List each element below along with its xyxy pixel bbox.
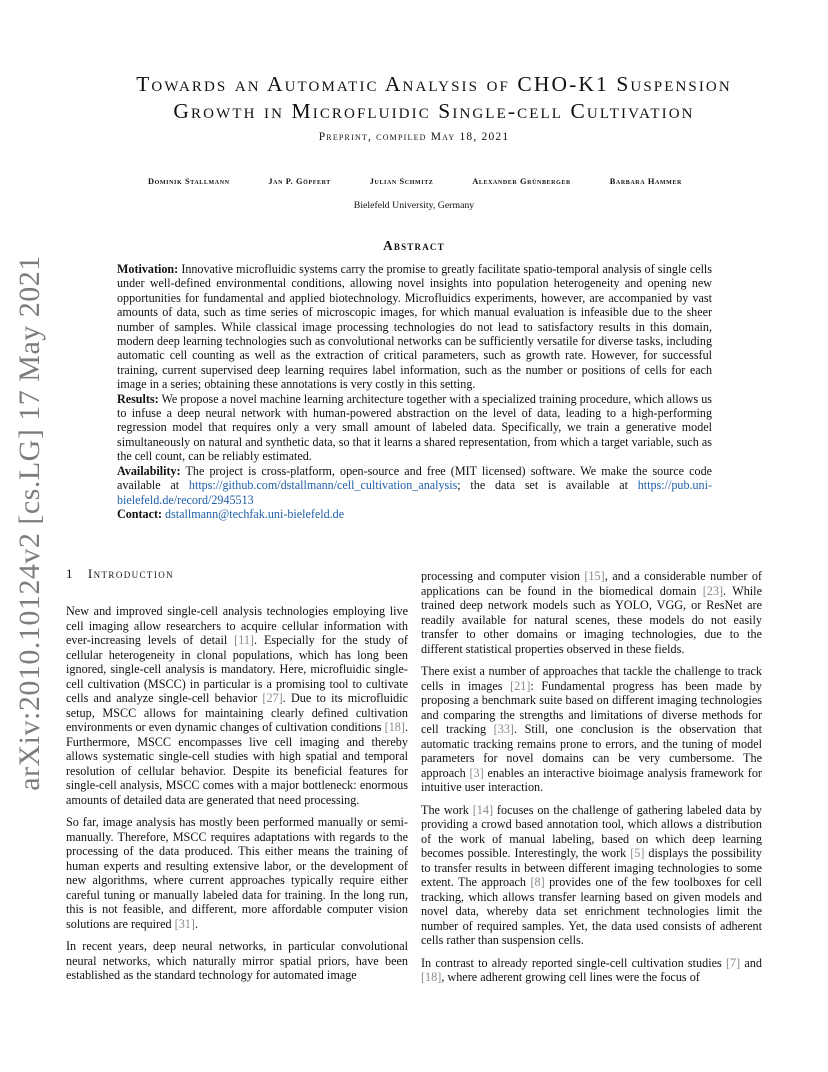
body-text: focuses on the challenge of gathering labeled data by providing a crowd based annotation tool, which allows a distribution of the work of manual labeling, based on which deep learning becomes possible. Interestingly, the work [421, 802, 763, 860]
citation-link[interactable]: [7] [725, 955, 741, 970]
body-text: enables an interactive bioimage analysis framework for intuitive user interaction. [421, 765, 762, 794]
citation-link[interactable]: [23] [702, 583, 724, 598]
citation-link[interactable]: [14] [472, 802, 494, 817]
author-name: Dominik Stallmann [148, 177, 230, 186]
abstract-body [117, 262, 712, 521]
body-paragraph [66, 939, 408, 983]
abstract-contact: Contact: dstallmann@techfak.uni-bielefeld.de [117, 506, 345, 521]
citation-link[interactable]: [5] [630, 846, 645, 860]
body-text: . While trained deep network models such as YOLO, VGG, or ResNet are readily available for natural scenes, these models do not easily transfer to other domains or imaging technologies, due to the different statistical properties observed in these fields. [421, 583, 762, 656]
citation-link[interactable]: [33] [493, 722, 514, 736]
abstract-availability: Availability: The project is cross-platform, open-source and free (MIT licensed) software. We make the source code available at https://github.com/dstallmann/cell_cultivation_analysis; the data set is available at https://pub.uni-bielefeld.de/record/2945513 [117, 463, 712, 507]
contact-email-link[interactable]: dstallmann@techfak.uni-bielefeld.de [165, 506, 345, 521]
body-text: The work [421, 802, 473, 817]
body-text: . Especially for the study of cellular heterogeneity in clonal populations, which has long been ignored, single-cell analysis is mandatory. Here, microfluidic single-cell cultivation (MSCC) in particular is a promising tool to cultivate cells and analyze single-cell behavior [66, 633, 408, 705]
citation-link[interactable]: [18] [384, 720, 405, 734]
body-text: : Fundamental progress has been made by proposing a benchmark suite based on different imaging technologies and comparing the strengths and limitations of diverse methods for cell tracking [421, 678, 762, 736]
body-text: . Still, one conclusion is the observation that automatic tracking remains prone to errors, and the tuning of model parameters for novel domains can be very cumbersome. The approach [421, 722, 762, 780]
author-name: Barbara Hammer [609, 177, 682, 186]
author-name: Alexander Grünberger [472, 177, 571, 186]
body-paragraph [421, 803, 762, 948]
abstract-motivation: Motivation: Innovative microfluidic systems carry the promise to greatly facilitate spatio-temporal analysis of single cells under well-defined environmental conditions, allowing novel insights into population heterogeneity and opening new opportunities for fundamental and applied biotechnology. Microfluidics experiments, however, are accompanied by vast amounts of data, such as time series of microscopic images, for which manual evaluation is infeasible due to the sheer number of samples. While classical image processing technologies do not lead to satisfactory results in this domain, modern deep learning technologies such as convolutional networks can be sufficiently versatile for diverse tasks, including automatic cell counting as well as the extraction of critical parameters, such as growth rate. However, for successful training, current supervised deep learning requires label information, such as the number or positions of cells for each image in a series; obtaining these annotations is very costly in this setting. [117, 262, 712, 392]
section-heading [66, 566, 174, 582]
left-column [66, 604, 408, 991]
citation-link[interactable]: [31] [174, 916, 195, 931]
paper-title-line-1: Towards an Automatic Analysis of CHO-K1 Suspension [136, 72, 732, 96]
author-name: Jan P. Göpfert [268, 177, 331, 186]
body-text: , and a considerable number of applications can be found in the biomedical domain [421, 569, 762, 598]
body-text: So far, image analysis has mostly been performed manually or semi-manually. Therefore, MSCC requires adaptations with regards to the processing of the data produced. This either means the training of human experts and resulting extensive labor, or the development of new algorithms, where current approaches typically require either careful tuning or manually labeled data for training. In the long run, this is not feasible, and different, more affordable computer vision solutions are required [66, 815, 408, 931]
citation-link[interactable]: [27] [262, 691, 283, 705]
section-title: Introduction [87, 566, 175, 581]
body-paragraph [66, 604, 408, 807]
author-list [148, 177, 682, 186]
affiliation: Bielefeld University, Germany [353, 200, 475, 211]
body-text: There exist a number of approaches that tackle the challenge to track cells in images [421, 664, 762, 693]
arxiv-sidebar-stamp [8, 0, 52, 1072]
body-paragraph [421, 569, 762, 656]
citation-link[interactable]: [11] [234, 633, 254, 647]
right-column [421, 569, 762, 993]
citation-link[interactable]: [3] [469, 765, 484, 780]
body-text: , where adherent growing cell lines were the focus of [441, 970, 700, 984]
body-text: processing and computer vision [421, 569, 585, 583]
abstract-results: Results: We propose a novel machine learning architecture together with a specialized training procedure, which allows us to infuse a deep neural network with human-powered abstraction on the level of data, leading to a high-performing regression model that requires only a very small amount of labeled data. Specifically, we train a generative model simultaneously on natural and synthetic data, so that it learns a shared representation, from which a target variable, such as the cell count, can be reliably estimated. [117, 391, 712, 464]
abstract-heading: Abstract [383, 238, 445, 253]
body-text: . Due to its microfluidic setup, MSCC allows for maintaining clearly defined cultivation environments or even dynamic changes of cultivation conditions [66, 691, 408, 734]
section-number: 1 [66, 566, 74, 581]
body-text: provides one of the few toolboxes for cell tracking, which allows transfer learning based on given models and novel data, whereby data set enrichment technologies limit the number of required samples. Yet, the data used consists of adherent cells rather than suspension cells. [421, 875, 762, 947]
body-text: New and improved single-cell analysis technologies employing live cell imaging allow researchers to acquire cellular information with ever-increasing levels of detail [66, 604, 408, 647]
body-text: In contrast to already reported single-cell cultivation studies [421, 955, 726, 970]
citation-link[interactable]: [18] [421, 970, 442, 984]
arxiv-identifier: arXiv:2010.10124v2 [cs.LG] 17 May 2021 [13, 255, 46, 791]
body-paragraph [66, 815, 408, 931]
citation-link[interactable]: [21] [510, 678, 531, 693]
data-link[interactable]: https://pub.uni-bielefeld.de/record/2945513 [117, 478, 712, 507]
preprint-date: Preprint, compiled May 18, 2021 [318, 131, 510, 143]
body-paragraph [421, 664, 762, 795]
author-name: Julian Schmitz [369, 177, 434, 186]
paper-title-line-2: Growth in Microfluidic Single-cell Cultivation [173, 99, 695, 123]
body-text: displays the possibility to transfer results in between different imaging technologies to some extent. The approach [421, 846, 762, 889]
body-text: In recent years, deep neural networks, in particular convolutional neural networks, which naturally mirror spatial priors, have been established as the standard technology for automated image [66, 939, 408, 982]
body-text: . [194, 916, 198, 931]
body-paragraph [421, 956, 762, 985]
body-text: . Furthermore, MSCC encompasses live cell imaging and thereby allows systematic single-cell studies with high spatial and temporal resolution of cellular behavior. Despite its beneficial features for single-cell analysis, MSCC comes with a major bottleneck: enormous amounts of detailed data are generated that need processing. [66, 720, 408, 807]
body-text: and [740, 955, 762, 970]
citation-link[interactable]: [15] [584, 569, 605, 583]
code-link[interactable]: https://github.com/dstallmann/cell_cultivation_analysis [188, 478, 458, 493]
citation-link[interactable]: [8] [530, 875, 545, 889]
